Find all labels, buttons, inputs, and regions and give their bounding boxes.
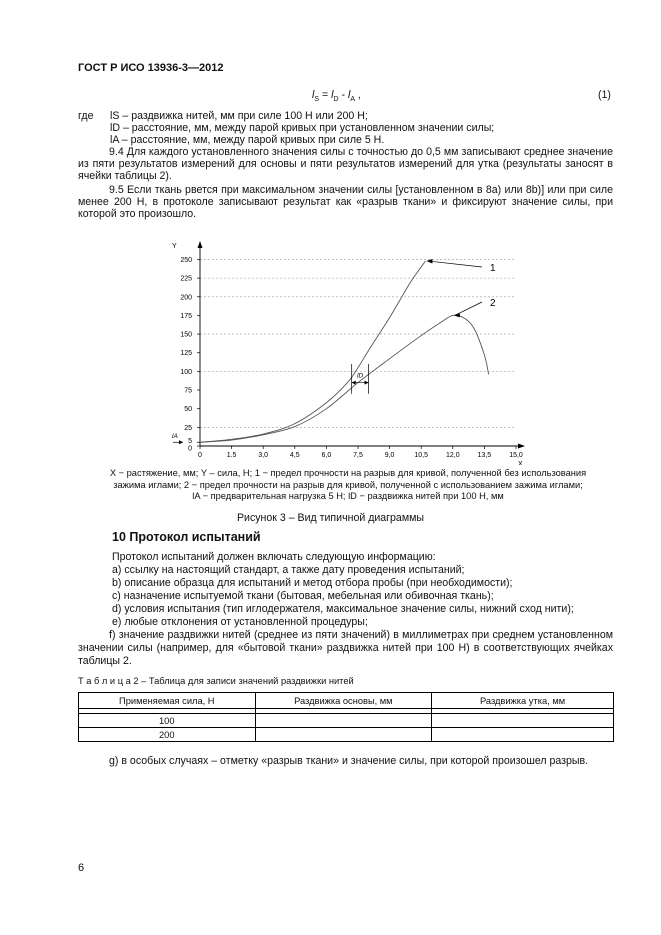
- ld-arrow-left: [352, 381, 356, 385]
- chart-series: [200, 261, 489, 442]
- chart-grid: [200, 259, 516, 427]
- formula-number: (1): [598, 89, 611, 101]
- leader-arrow-2: [454, 313, 460, 318]
- definition-ls: lS – раздвижка нитей, мм при силе 100 Н или 200 Н;: [110, 110, 368, 122]
- x-tick-label: 9,0: [384, 452, 395, 459]
- y-tick-label: 50: [184, 406, 192, 414]
- table-header-weft: Раздвижка утка, мм: [432, 693, 614, 709]
- y-tick-label: 225: [180, 275, 192, 283]
- y-tick-label: 100: [180, 368, 192, 376]
- x-tick-label: 0: [198, 452, 202, 459]
- y-tick-label: 125: [180, 350, 192, 358]
- definition-ld: lD – расстояние, мм, между парой кривых при установленном значении силы;: [110, 122, 495, 134]
- la-arrow: [179, 440, 183, 444]
- ld-arrow-right: [365, 381, 369, 385]
- page-number: 6: [78, 862, 85, 874]
- section-title: 10 Протокол испытаний: [112, 530, 261, 544]
- leader-line-1: [427, 261, 482, 267]
- chart-annotations: [172, 256, 496, 444]
- x-tick-label: 6,0: [321, 452, 332, 459]
- x-axis-arrow: [518, 444, 525, 449]
- y-tick-label: 175: [180, 312, 192, 320]
- y-tick-label: 75: [184, 387, 192, 395]
- definition-la: lA – расстояние, мм, между парой кривых при силе 5 Н.: [110, 134, 385, 146]
- curve-label-1: 1: [490, 263, 496, 274]
- table-cell-force: 100: [79, 714, 256, 728]
- x-tick-label: 13,5: [477, 452, 492, 459]
- x-axis-label: X: [518, 461, 523, 465]
- protocol-item-e: e) любые отклонения от установленной процедуры;: [112, 616, 368, 628]
- table-cell-warp: [255, 714, 432, 728]
- x-tick-label: 4,5: [289, 452, 300, 459]
- protocol-item-f: f) значение раздвижки нитей (среднее из пяти значений) в миллиметрах при среднем установленном значении силы (например, для «бытовой ткани» раздвижка нитей при 100 Н) в соответствующих ячейках таблицы 2.: [78, 629, 613, 667]
- table-row: [79, 728, 614, 742]
- x-tick-label: 10,5: [414, 452, 429, 459]
- chart-ticks: [180, 257, 523, 459]
- x-tick-label: 15,0: [509, 452, 523, 459]
- protocol-item-g: g) в особых случаях – отметку «разрыв ткани» и значение силы, при которой произошел разрыв.: [109, 755, 589, 767]
- y-tick-label: 0: [188, 445, 192, 453]
- document-header: ГОСТ Р ИСО 13936-3—2012: [78, 62, 224, 74]
- y-axis-label: Y: [172, 243, 177, 250]
- paragraph-9-5: 9.5 Если ткань рвется при максимальном значении силы [установленном в 8а) или 8b)] или при силе менее 200 Н, в протоколе записывают результат как «разрыв ткани» и фиксируют значение силы, при которой это произошло.: [78, 184, 613, 220]
- y-tick-label: 25: [184, 424, 192, 432]
- protocol-intro: Протокол испытаний должен включать следующую информацию:: [112, 551, 436, 563]
- y-axis-arrow: [198, 241, 203, 248]
- x-tick-label: 12,0: [445, 452, 460, 459]
- table-row: [79, 714, 614, 728]
- table-caption: Т а б л и ц а 2 – Таблица для записи значений раздвижки нитей: [78, 676, 354, 686]
- table-cell-warp: [255, 728, 432, 742]
- figure-title: Рисунок 3 – Вид типичной диаграммы: [236, 512, 425, 524]
- la-label: lA: [172, 433, 178, 441]
- typical-diagram-chart: [160, 240, 530, 465]
- where-label: где: [78, 110, 94, 122]
- caption-line-1: X − растяжение, мм; Y – сила, Н; 1 − предел прочности на разрыв для кривой, полученной без использования: [109, 468, 587, 478]
- x-tick-label: 1.5: [226, 452, 237, 459]
- table-header-warp: Раздвижка основы, мм: [255, 693, 432, 709]
- formula: $l_S = l_D - l_A$ ,: [312, 89, 361, 104]
- protocol-item-a: а) ссылку на настоящий стандарт, а также дату проведения испытаний;: [112, 564, 465, 576]
- split-table: [78, 692, 614, 742]
- protocol-item-d: d) условия испытания (тип иглодержателя, максимальное значение силы, нижний сход нити);: [112, 603, 574, 615]
- protocol-item-b: b) описание образца для испытаний и метод отбора пробы (при необходимости);: [112, 577, 513, 589]
- curve-label-2: 2: [490, 298, 496, 309]
- table-cell-weft: [432, 728, 614, 742]
- y-tick-label: 250: [180, 256, 192, 264]
- y-tick-label: 150: [180, 331, 192, 339]
- table-cell-weft: [432, 714, 614, 728]
- y-tick-label: 200: [180, 294, 192, 302]
- ld-label: lD: [357, 372, 364, 380]
- caption-line-2: зажима иглами; 2 − предел прочности на разрыв для кривой, полученной с использованием зажима иглами;: [113, 479, 583, 490]
- table-cell-force: 200: [79, 728, 256, 742]
- table-header-row: [79, 693, 614, 709]
- table-header-force: Применяемая сила, Н: [79, 693, 256, 709]
- series-1-curve: [200, 261, 425, 442]
- caption-line-3: lA − предварительная нагрузка 5 Н; lD − раздвижка нитей при 100 Н, мм: [192, 491, 504, 501]
- protocol-item-c: c) назначение испытуемой ткани (бытовая, мебельная или обивочная ткань);: [112, 590, 494, 602]
- x-tick-label: 3,0: [258, 452, 269, 459]
- x-tick-label: 7,5: [353, 452, 363, 459]
- y-tick-label: 5: [188, 437, 192, 445]
- chart-axes: [172, 241, 525, 465]
- figure-caption: [88, 468, 608, 503]
- paragraph-9-4: 9.4 Для каждого установленного значения силы с точностью до 0,5 мм записывают среднее значение из пяти результатов измерений для основы и пяти результатов измерений для утка (результаты заносят в ячейки таблицы 2).: [78, 146, 613, 182]
